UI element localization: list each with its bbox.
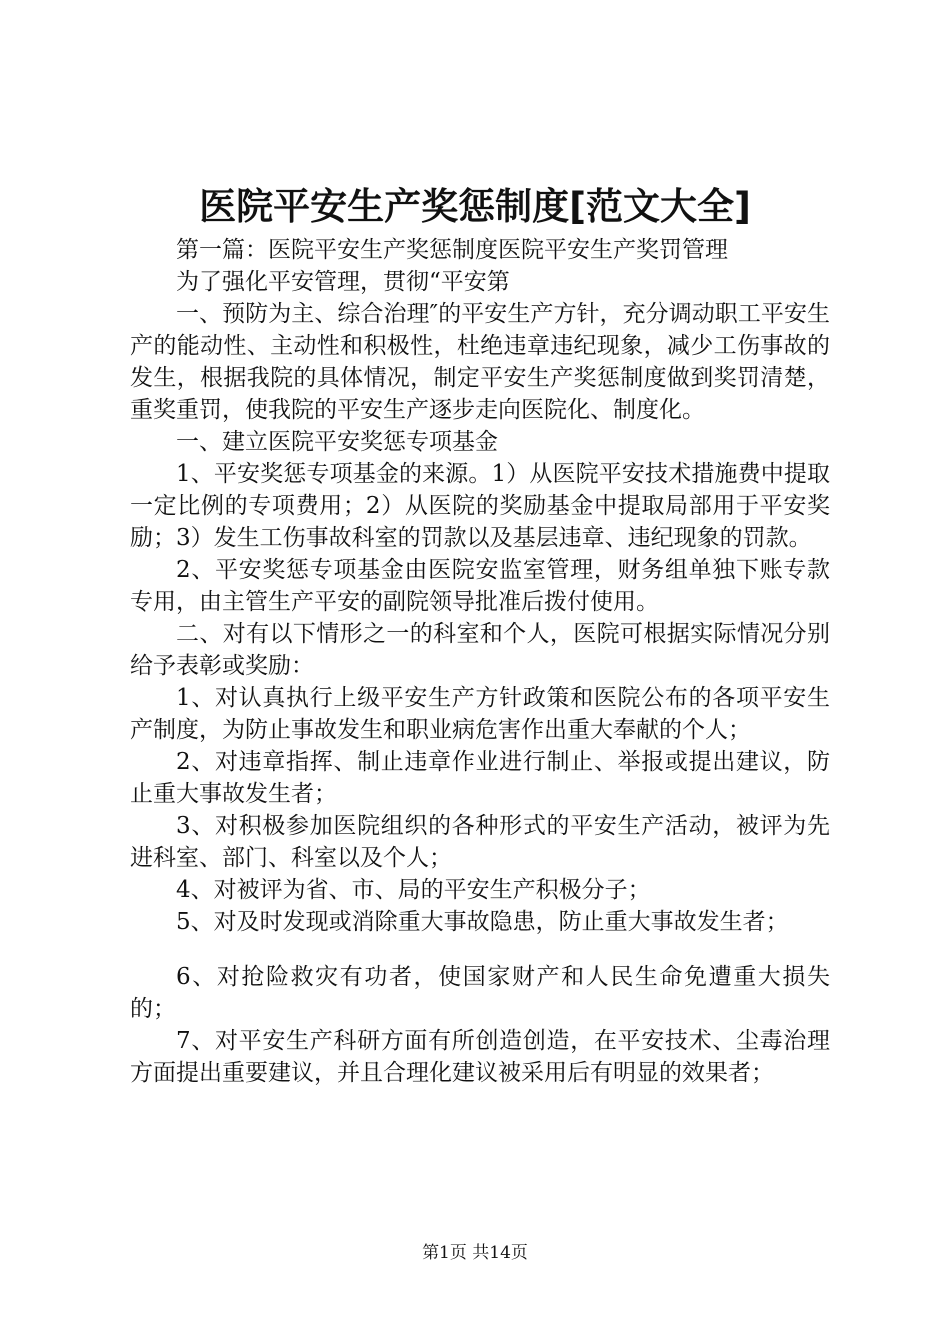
list-item: 1、对认真执行上级平安生产方针政策和医院公布的各项平安生产制度，为防止事故发生和职业病危害作出重大奉献的个人； [130, 685, 830, 743]
document-body [130, 234, 830, 1089]
paragraph: 一、预防为主、综合治理″的平安生产方针，充分调动职工平安生产的能动性、主动性和积极性，杜绝违章违纪现象，减少工伤事故的发生，根据我院的具体情况，制定平安生产奖惩制度做到奖罚清楚，重奖重罚，使我院的平安生产逐步走向医院化、制度化。 [130, 301, 830, 423]
paragraph: 第一篇：医院平安生产奖惩制度医院平安生产奖罚管理 [176, 237, 728, 263]
list-item: 6、对抢险救灾有功者，使国家财产和人民生命免遭重大损失的； [130, 964, 830, 1022]
section-heading: 一、建立医院平安奖惩专项基金 [176, 429, 498, 455]
paragraph: 2、平安奖惩专项基金由医院安监室管理，财务组单独下账专款专用，由主管生产平安的副院领导批准后拨付使用。 [130, 557, 830, 615]
list-item: 5、对及时发现或消除重大事故隐患，防止重大事故发生者； [176, 909, 789, 935]
list-item: 3、对积极参加医院组织的各种形式的平安生产活动，被评为先进科室、部门、科室以及个人； [130, 813, 830, 871]
list-item: 7、对平安生产科研方面有所创造创造，在平安技术、尘毒治理方面提出重要建议，并且合理化建议被采用后有明显的效果者； [130, 1028, 830, 1086]
document-title: 医院平安生产奖惩制度[范文大全] [199, 185, 751, 228]
paragraph: 1、平安奖惩专项基金的来源。1）从医院平安技术措施费中提取一定比例的专项费用；2）从医院的奖励基金中提取局部用于平安奖励；3）发生工伤事故科室的罚款以及基层违章、违纪现象的罚款。 [130, 461, 830, 551]
section-heading: 二、对有以下情形之一的科室和个人，医院可根据实际情况分别给予表彰或奖励： [130, 621, 830, 679]
page-footer: 第1页 共14页 [422, 1243, 528, 1263]
paragraph: 为了强化平安管理，贯彻“平安第 [176, 269, 510, 295]
list-item: 4、对被评为省、市、局的平安生产积极分子； [176, 877, 651, 903]
list-item: 2、对违章指挥、制止违章作业进行制止、举报或提出建议，防止重大事故发生者； [130, 749, 830, 807]
